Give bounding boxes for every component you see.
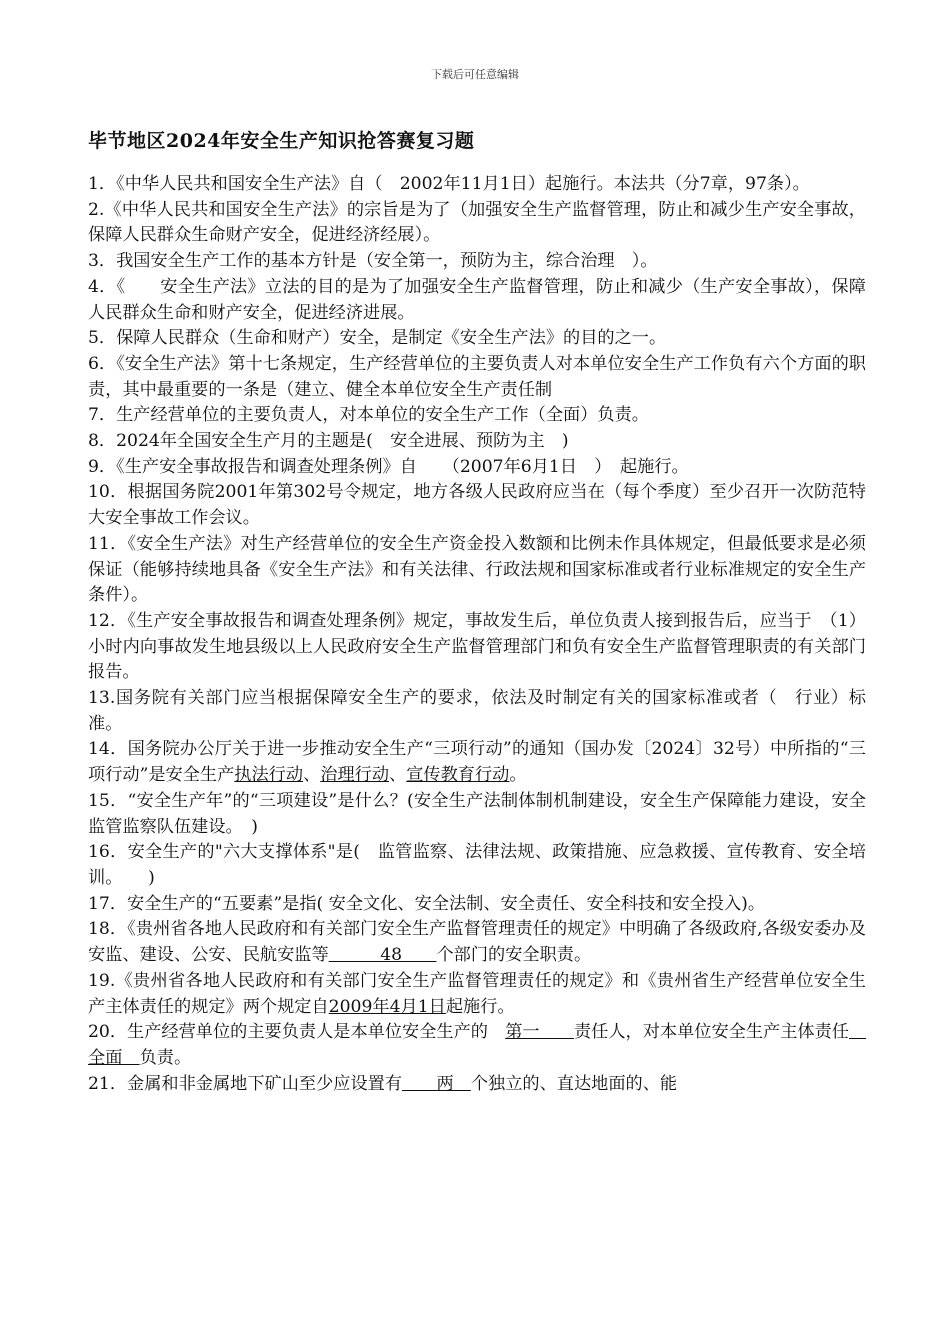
question-text: 。 (509, 765, 527, 786)
question-item: 7．生产经营单位的主要负责人，对本单位的安全生产工作（全面）负责。 (88, 405, 649, 426)
question-text: 21．金属和非金属地下矿山至少应设置有 (88, 1073, 403, 1094)
question-item: 6．《安全生产法》第十七条规定，生产经营单位的主要负责人对本单位安全生产工作负有六个方面的职责，其中最重要的一条是（建立、健全本单位安全生产责任制 (88, 353, 866, 400)
question-text: 起施行。 (445, 996, 515, 1017)
underlined-answer: 2009年4月1日 (328, 996, 446, 1017)
underlined-answer: 治理行动 (320, 765, 390, 786)
page-header: 下载后可任意编辑 (431, 68, 519, 81)
question-text: 18．《贵州省各地人民政府和有关部门安全生产监督管理责任的规定》中明确了各级政府,各级安委办及安监、建设、公安、民航安监等 (88, 919, 866, 966)
question-item: 4．《 安全生产法》立法的目的是为了加强安全生产监督管理，防止和减少（生产安全事故），保障人民群众生命和财产安全，促进经济进展。 (88, 276, 866, 323)
question-text: 负责。 (139, 1047, 192, 1068)
question-item: 17．安全生产的“五要素”是指( 安全文化、安全法制、安全责任、安全科技和安全投入)。 (88, 893, 766, 914)
document-title: 毕节地区2024年安全生产知识抢答赛复习题 (88, 130, 475, 152)
question-list (88, 172, 866, 1097)
underlined-answer: 48 (328, 945, 437, 966)
question-item (88, 737, 866, 788)
question-text: 、 (389, 765, 407, 786)
underlined-answer: 执法行动 (234, 765, 304, 786)
question-item: 9．《生产安全事故报告和调查处理条例》自 （2007年6月1日 ） 起施行。 (88, 456, 689, 477)
question-item: 15．“安全生产年”的“三项建设”是什么？(安全生产法制体制机制建设，安全生产保障能力建设，安全监管监察队伍建设。 ) (88, 790, 866, 837)
question-item: 1．《中华人民共和国安全生产法》自（ 2002年11月1日）起施行。本法共（分7章，97条）。 (88, 174, 810, 194)
underlined-answer: 两 (402, 1073, 471, 1094)
question-item: 12．《生产安全事故报告和调查处理条例》规定，事故发生后，单位负责人接到报告后，应当于 （1）小时内向事故发生地县级以上人民政府安全生产监督管理部门和负有安全生产监督管理职责的有关部门报告。 (88, 610, 866, 683)
question-item: 3．我国安全生产工作的基本方针是（安全第一，预防为主，综合治理 ）。 (88, 251, 658, 272)
question-text: 、 (303, 765, 321, 786)
underlined-answer: 第一 (505, 1022, 574, 1043)
question-item: 8．2024年全国安全生产月的主题是( 安全进展、预防为主 ) (88, 431, 569, 452)
question-text: 14．国务院办公厅关于进一步推动安全生产“三项行动”的通知（国办发〔2024〕32号）中所指的“三项行动”是安全生产 (88, 739, 866, 786)
question-text: 20．生产经营单位的主要负责人是本单位安全生产的 (88, 1022, 506, 1043)
question-item: 13.国务院有关部门应当根据保障安全生产的要求，依法及时制定有关的国家标准或者（ 行业）标准。 (88, 688, 866, 734)
question-item: 2.《中华人民共和国安全生产法》的宗旨是为了（加强安全生产监督管理，防止和减少生产安全事故，保障人民群众生命财产安全，促进经济经展）。 (88, 199, 866, 246)
question-item: 5．保障人民群众（生命和财产）安全，是制定《安全生产法》的目的之一。 (88, 328, 667, 349)
question-item: 10．根据国务院2001年第302号令规定，地方各级人民政府应当在（每个季度）至少召开一次防范特大安全事故工作会议。 (88, 482, 866, 529)
underlined-answer: 全面 (88, 1022, 867, 1068)
question-item (88, 1020, 866, 1071)
question-text: 责任人，对本单位安全生产主体责任 (573, 1022, 849, 1043)
question-text: 个独立的、直达地面的、能 (470, 1073, 678, 1094)
question-item (88, 1072, 866, 1098)
question-item: 11．《安全生产法》对生产经营单位的安全生产资金投入数额和比例未作具体规定，但最低要求是必须保证（能够持续地具备《安全生产法》和有关法律、行政法规和国家标准或者行业标准规定的安全生产条件）。 (88, 533, 866, 606)
question-text: 19.《贵州省各地人民政府和有关部门安全生产监督管理责任的规定》和《贵州省生产经营单位安全生产主体责任的规定》两个规定自 (88, 970, 866, 1017)
underlined-answer: 宣传教育行动 (406, 765, 510, 786)
question-item (88, 917, 866, 968)
question-item (88, 969, 866, 1020)
question-text: 个部门的安全职责。 (436, 945, 592, 966)
question-item: 16．安全生产的"六大支撑体系"是( 监管监察、法律法规、政策措施、应急救援、宣传教育、安全培训。 ) (88, 842, 866, 888)
